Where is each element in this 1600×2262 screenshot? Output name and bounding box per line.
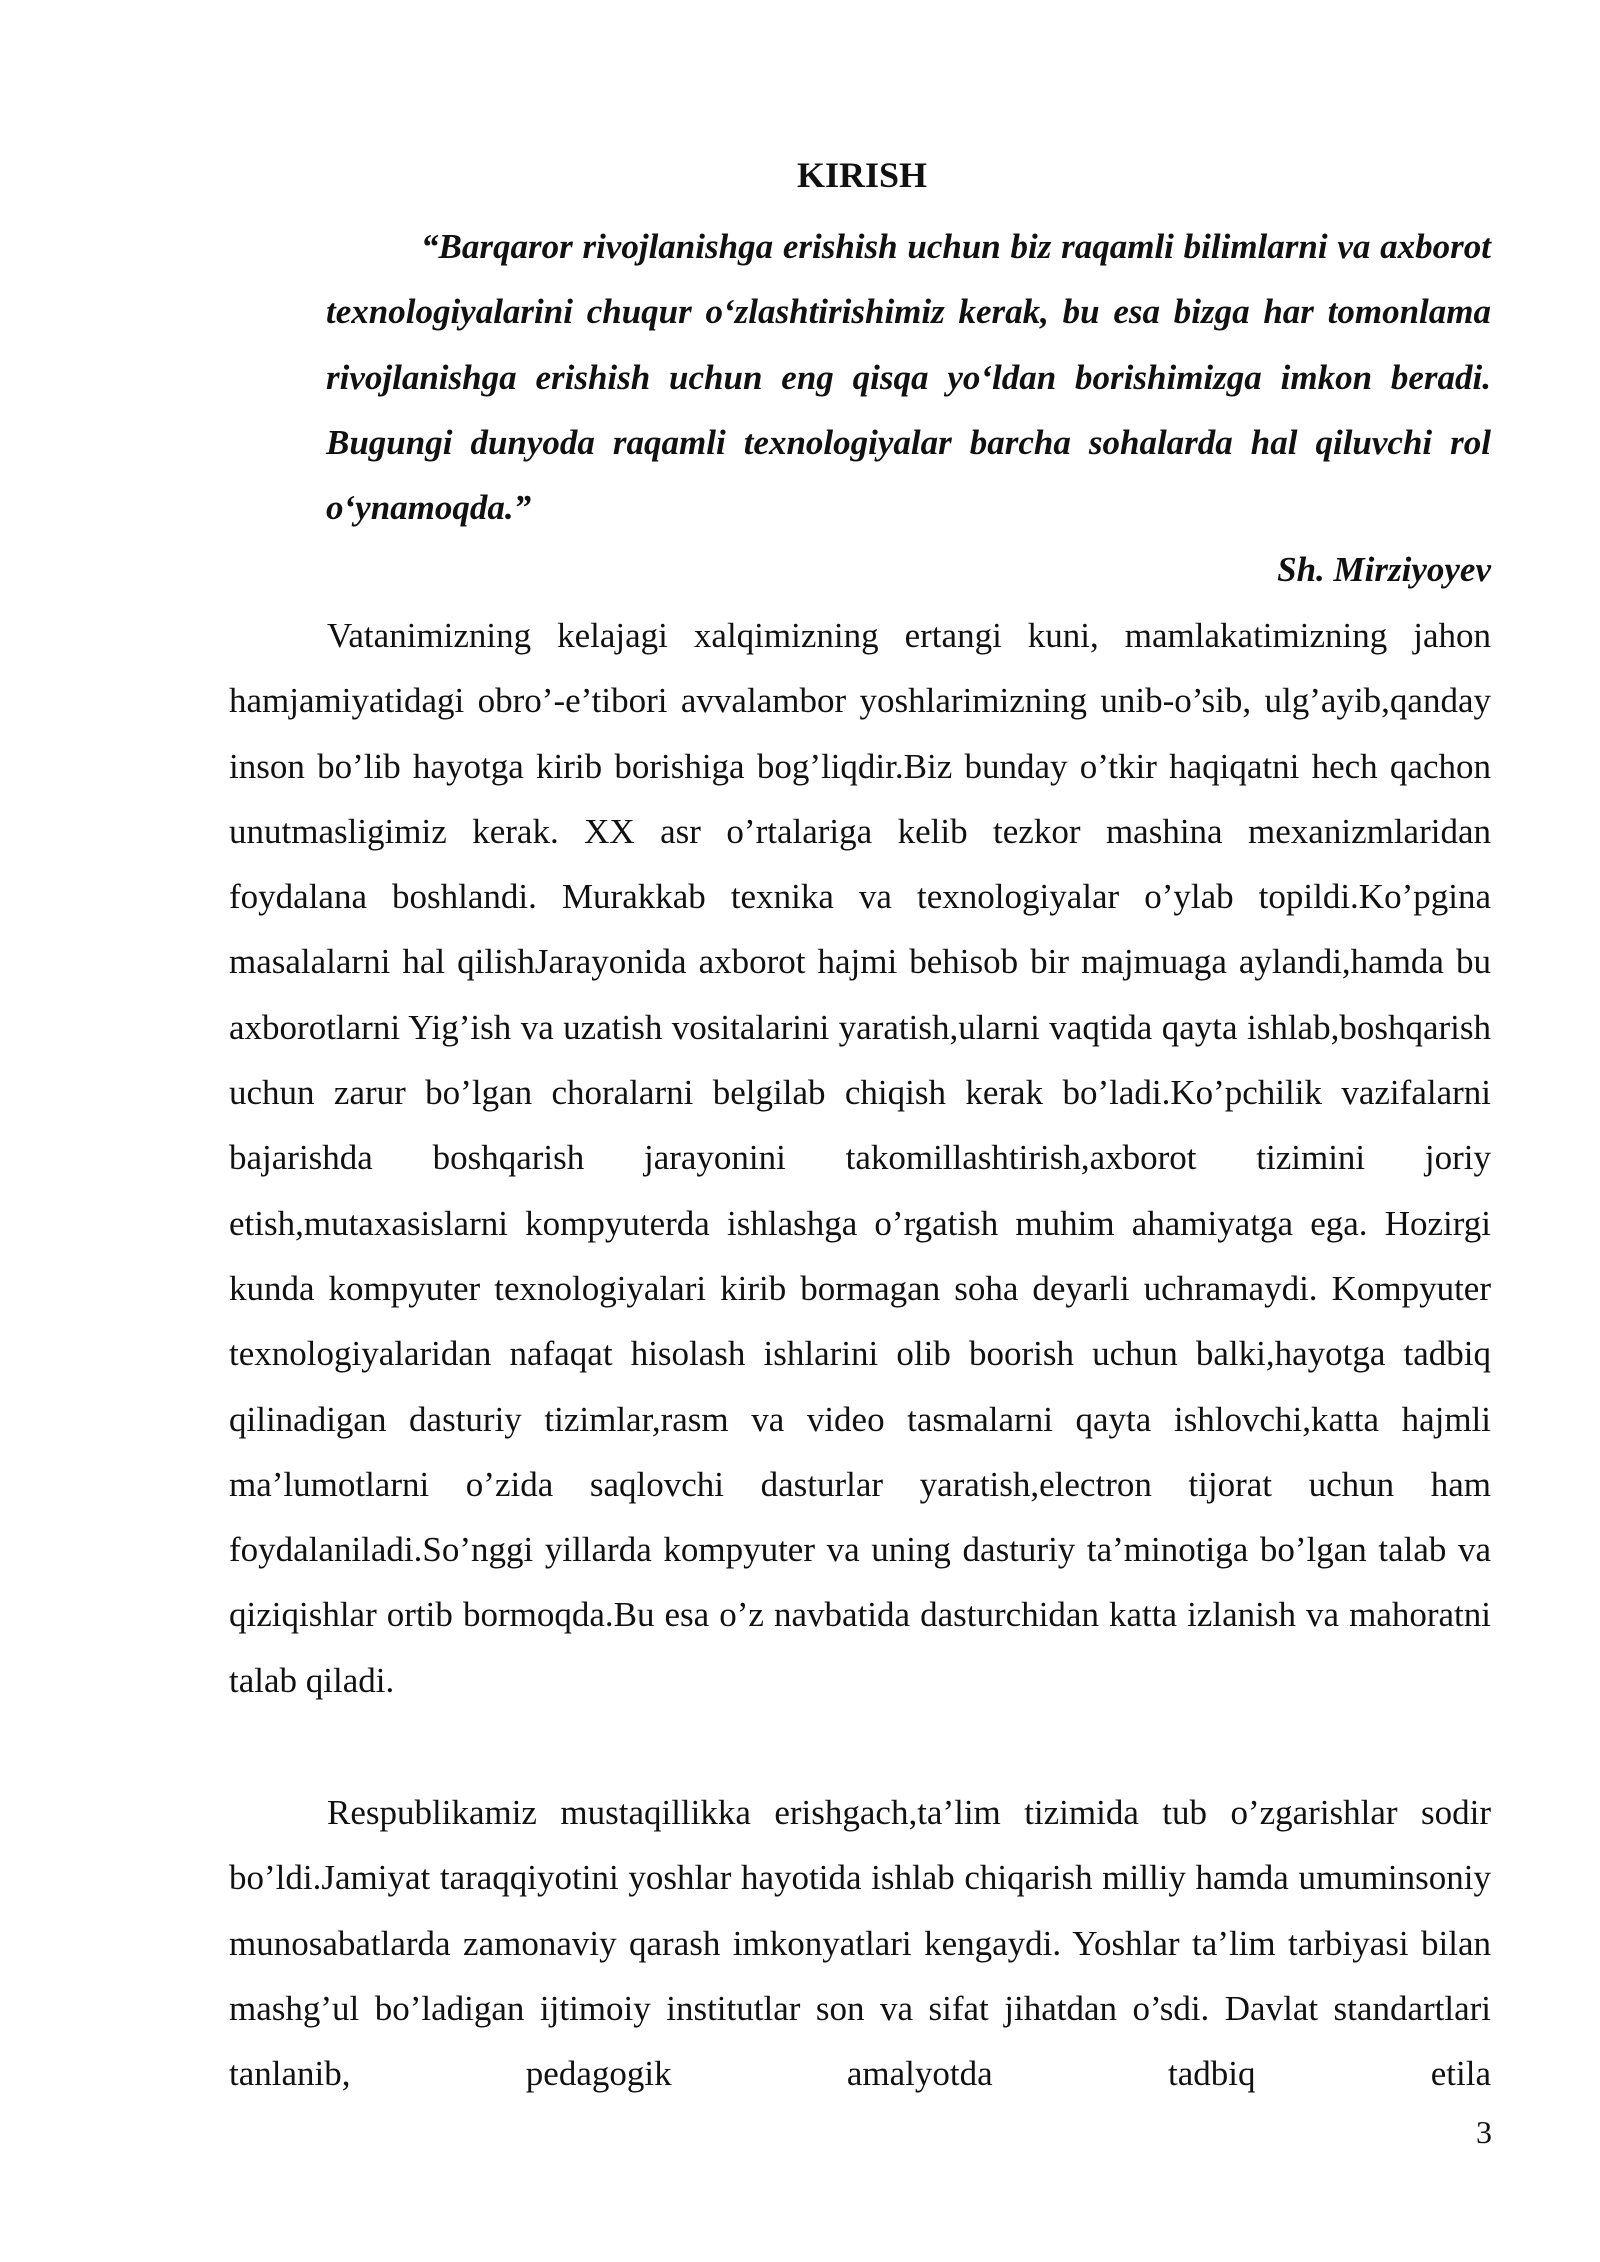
body-paragraph: Respublikamiz mustaqillikka erishgach,ta’lim tizimida tub o’zgarishlar sodir bo’ldi.Jamiyat taraqqiyotini yoshlar hayotida ishlab chiqarish milliy hamda umuminsoniy munosabatlarda zamonaviy qarash imkonyatlari kengaydi. Yoshlar ta’lim tarbiyasi bilan mashg’ul bo’ladigan ijtimoiy institutlar son va sifat jihatdan o’sdi. Davlat standartlari tanlanib, pedagogik amalyotda tadbiq etila (229, 1793, 1491, 2094)
section-heading: KIRISH (796, 155, 928, 195)
heading-container (0, 150, 1600, 200)
body-paragraph: Vatanimizning kelajagi xalqimizning ertangi kuni, mamlakatimizning jahon hamjamiyatidagi obro’-e’tibori avvalambor yoshlarimizning unib-o’sib, ulg’ayib,qanday inson bo’lib hayotga kirib borishiga bog’liqdir.Biz bunday o’tkir haqiqatni hech qachon unutmasligimiz kerak. XX asr o’rtalariga kelib tezkor mashina mexanizmlaridan foydalana boshlandi. Murakkab texnika va texnologiyalar o’ylab topildi.Ko’pgina masalalarni hal qilishJarayonida axborot hajmi behisob bir majmuaga aylandi,hamda bu axborotlarni Yig’ish va uzatish vositalarini yaratish,ularni vaqtida qayta ishlab,boshqarish uchun zarur bo’lgan choralarni belgilab chiqish kerak bo’ladi.Ko’pchilik vazifalarni bajarishda boshqarish jarayonini takomillashtirish,axborot tizimini joriy etish,mutaxasislarni kompyuterda ishlashga o’rgatish muhim ahamiyatga ega. Hozirgi kunda kompyuter texnologiyalari kirib bormagan soha deyarli uchramaydi. Kompyuter texnologiyalaridan nafaqat hisolash ishlarini olib boorish uchun balki,hayotga tadbiq qilinadigan dasturiy tizimlar,rasm va video tasmalarni qayta ishlovchi,katta hajmli ma’lumotlarni o’zida saqlovchi dasturlar yaratish,electron tijorat uchun ham foydalaniladi.So’nggi yillarda kompyuter va uning dasturiy ta’minotiga bo’lgan talab va qiziqishlar ortib bormoqda.Bu esa o’z navbatida dasturchidan katta izlanish va mahoratni talab qiladi. (229, 616, 1491, 1700)
page-number: 3 (1476, 2114, 1492, 2150)
epigraph-quote: “Barqaror rivojlanishga erishish uchun biz raqamli bilimlarni va axborot texnologiyalarini chuqur o‘zlashtirishimiz kerak, bu esa bizga har tomonlama rivojlanishga erishish uchun eng qisqa yo‘ldan borishimizga imkon beradi. Bugungi dunyoda raqamli texnologiyalar barcha sohalarda hal qiluvchi rol o‘ynamoqda.” (326, 227, 1491, 528)
epigraph-author: Sh. Mirziyoyev (1277, 550, 1491, 589)
